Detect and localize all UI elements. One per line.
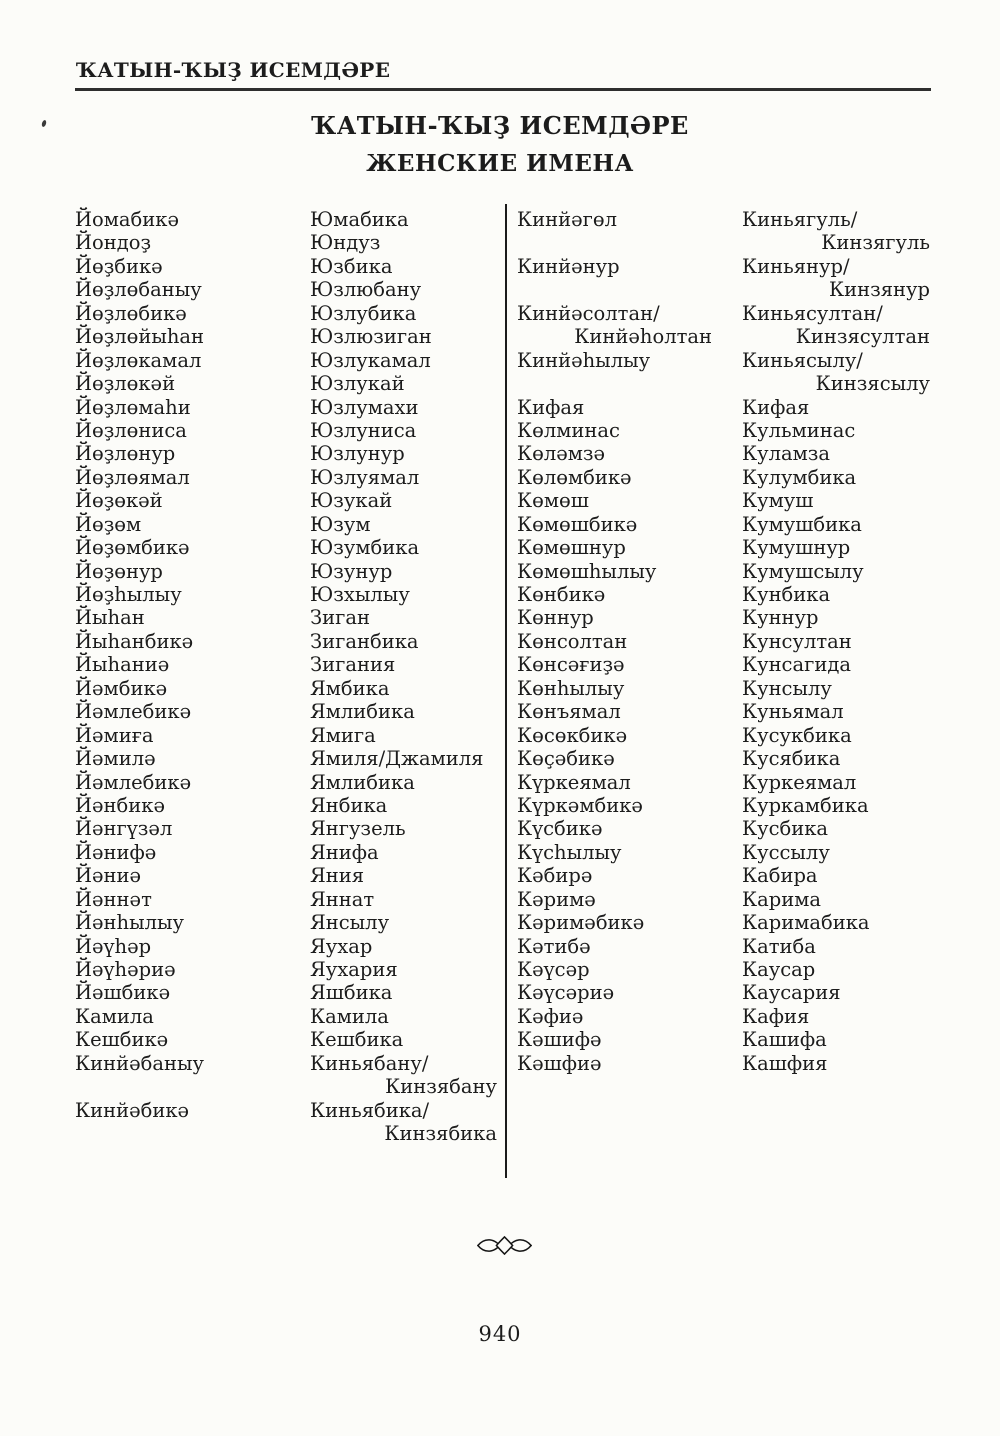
name-row — [517, 888, 930, 911]
name-row — [517, 935, 930, 958]
bashkir-name: Кинйәһолтан — [574, 325, 712, 349]
name-row — [517, 489, 930, 512]
russian-name: Ямлибика — [310, 700, 415, 724]
bashkir-name — [75, 1075, 310, 1098]
russian-name: Кинзясылу — [815, 372, 930, 396]
name-row — [517, 981, 930, 1004]
russian-name: Янбика — [310, 793, 388, 817]
bashkir-name: Йөҙөкәй — [75, 489, 163, 513]
name-row — [517, 700, 930, 723]
bashkir-name: Йөҙлөбаныу — [75, 278, 202, 302]
bashkir-name: Йөҙһылыу — [75, 583, 182, 606]
bashkir-name: Йәнифә — [75, 840, 157, 864]
bashkir-name: Йөҙөм — [75, 512, 142, 536]
bashkir-name: Көнбикә — [517, 583, 606, 606]
name-row — [75, 771, 497, 794]
name-row — [517, 513, 930, 536]
bashkir-name: Йәшбикә — [75, 981, 171, 1005]
russian-name: Юзлуниса — [310, 418, 417, 442]
bashkir-name: Камила — [75, 1004, 154, 1028]
bashkir-name: Кинйәбикә — [75, 1098, 190, 1122]
russian-name: Юзлукай — [310, 372, 405, 396]
russian-name: Юндуз — [310, 231, 381, 255]
bashkir-name: Күсбикә — [517, 817, 603, 841]
russian-name: Яухар — [310, 934, 373, 958]
name-row — [75, 442, 497, 465]
russian-name: Кинзясултан — [795, 325, 930, 349]
russian-name: Кулумбика — [742, 465, 857, 489]
bashkir-name: Йәмиға — [75, 723, 154, 747]
bashkir-name: Кәримәбикә — [517, 911, 645, 935]
name-row — [75, 396, 497, 419]
name-row — [517, 396, 930, 419]
russian-name: Кунсылу — [742, 676, 832, 700]
bashkir-name: Йәүһәр — [75, 934, 152, 958]
name-row — [75, 560, 497, 583]
russian-name: Кумушбика — [742, 512, 862, 536]
bashkir-name: Кинйәнур — [517, 254, 620, 278]
russian-name: Юзумбика — [310, 536, 420, 560]
bashkir-name: Йыһан — [75, 606, 145, 630]
bashkir-name — [517, 372, 742, 395]
russian-name: Юзлунур — [310, 442, 405, 466]
name-row — [517, 841, 930, 864]
russian-name: Кабира — [742, 864, 818, 888]
bashkir-name — [517, 278, 742, 301]
bashkir-name: Йөҙлөйыһан — [75, 325, 205, 349]
russian-name: Зиган — [310, 606, 370, 630]
name-row — [517, 560, 930, 583]
bashkir-name: Көнъямал — [517, 700, 621, 724]
name-row — [517, 419, 930, 442]
russian-name: Катиба — [742, 934, 816, 958]
name-row — [517, 1005, 930, 1028]
russian-name: Куньямал — [742, 700, 844, 724]
name-row — [75, 677, 497, 700]
bashkir-name — [75, 1122, 310, 1145]
russian-name: Зиганбика — [310, 629, 419, 653]
name-row — [75, 255, 497, 278]
page-title-bashkir: ҠАТЫН-ҠЫҘ ИСЕМДӘРЕ — [311, 111, 689, 140]
name-row — [75, 278, 497, 301]
russian-name: Каримабика — [742, 911, 870, 935]
russian-name: Яннат — [310, 887, 375, 911]
bashkir-name: Көмөшһылыу — [517, 559, 657, 583]
russian-name: Кашфия — [742, 1051, 828, 1075]
running-head: ҠАТЫН-ҠЫҘ ИСЕМДӘРЕ — [76, 58, 391, 82]
name-row — [75, 372, 497, 395]
russian-name: Кафия — [742, 1004, 810, 1028]
name-row — [517, 442, 930, 465]
russian-name: Кумушсылу — [742, 559, 864, 583]
russian-name: Киньясылу/ — [742, 348, 863, 372]
bashkir-name: Йәнбикә — [75, 793, 166, 817]
name-row — [75, 583, 497, 606]
bashkir-name: Күркәмбикә — [517, 793, 643, 817]
bashkir-name: Йөҙлөкәй — [75, 372, 176, 396]
name-row — [517, 771, 930, 794]
name-row — [517, 1052, 930, 1075]
russian-name: Куссылу — [742, 840, 830, 864]
name-list-right-pair — [517, 208, 930, 1075]
name-row — [517, 630, 930, 653]
bashkir-name: Йәмлебикә — [75, 700, 192, 724]
russian-name: Янсылу — [310, 911, 390, 935]
bashkir-name: Йыһаниә — [75, 653, 170, 677]
name-row — [517, 349, 930, 372]
name-row — [517, 958, 930, 981]
russian-name: Юзлукамал — [310, 348, 431, 372]
russian-name: Юзум — [310, 512, 371, 536]
russian-name: Куннур — [742, 606, 819, 630]
name-row — [75, 231, 497, 254]
russian-name: Кашифа — [742, 1028, 827, 1052]
name-row — [75, 981, 497, 1004]
russian-name: Киньянур/ — [742, 254, 850, 278]
bashkir-name: Кинйәбаныу — [75, 1051, 204, 1075]
name-row — [75, 1099, 497, 1122]
bashkir-name: Күркеямал — [517, 770, 631, 794]
russian-name: Юмабика — [310, 208, 409, 231]
name-list-left-pair — [75, 208, 497, 1146]
bashkir-name: Йөҙлөнур — [75, 442, 176, 466]
russian-name: Киньягуль/ — [742, 208, 858, 231]
name-row — [517, 794, 930, 817]
bashkir-name: Кәбирә — [517, 864, 593, 888]
bashkir-name: Йөҙөнур — [75, 559, 163, 583]
name-row — [75, 1028, 497, 1051]
russian-name: Яния — [310, 864, 365, 888]
bashkir-name: Кәшфиә — [517, 1051, 602, 1075]
russian-name: Кинзябану — [385, 1075, 497, 1099]
bashkir-name: Йәүһәриә — [75, 958, 176, 981]
bashkir-name: Кәтибә — [517, 934, 591, 958]
bashkir-name: Йомабикә — [75, 208, 180, 231]
page-title-russian: ЖЕНСКИЕ ИМЕНА — [366, 150, 634, 177]
bashkir-name: Кәфиә — [517, 1004, 584, 1028]
bashkir-name: Кинйәсолтан/ — [517, 301, 660, 325]
name-row — [75, 700, 497, 723]
bashkir-name: Йәннәт — [75, 887, 152, 911]
name-row — [75, 630, 497, 653]
name-row — [517, 911, 930, 934]
russian-name: Киньябика/ — [310, 1098, 430, 1122]
name-row — [75, 653, 497, 676]
name-row — [75, 208, 497, 231]
russian-name: Ямига — [310, 723, 376, 747]
name-row — [75, 419, 497, 442]
name-row — [75, 1052, 497, 1075]
name-row — [517, 255, 930, 278]
bashkir-name: Йыһанбикә — [75, 629, 194, 653]
bashkir-name: Йөҙлөмаһи — [75, 395, 191, 419]
russian-name: Куркамбика — [742, 793, 869, 817]
russian-name: Кусукбика — [742, 723, 852, 747]
name-row — [517, 302, 930, 325]
bashkir-name: Кәримә — [517, 887, 596, 911]
russian-name: Камила — [310, 1004, 389, 1028]
russian-name: Кумушнур — [742, 536, 851, 560]
name-row — [75, 513, 497, 536]
name-row — [517, 231, 930, 254]
russian-name: Зигания — [310, 653, 396, 677]
name-row — [517, 1028, 930, 1051]
bashkir-name: Йөҙбикә — [75, 254, 163, 278]
name-row — [517, 817, 930, 840]
name-row — [75, 1122, 497, 1145]
bashkir-name: Йәнһылыу — [75, 911, 185, 935]
russian-name: Кифая — [742, 395, 810, 419]
bashkir-name: Йөҙлөкамал — [75, 348, 202, 372]
name-row — [517, 583, 930, 606]
russian-name: Юзлуямал — [310, 465, 420, 489]
name-row — [517, 864, 930, 887]
bashkir-name: Йөҙөмбикә — [75, 536, 190, 560]
russian-name: Кумуш — [742, 489, 814, 513]
name-row — [75, 817, 497, 840]
russian-name: Киньябану/ — [310, 1051, 429, 1075]
russian-name: Кинзянур — [829, 278, 930, 302]
russian-name: Юзлюбану — [310, 278, 422, 302]
bashkir-name: Көмөшбикә — [517, 512, 638, 536]
russian-name: Карима — [742, 887, 821, 911]
russian-name: Кульминас — [742, 418, 856, 442]
russian-name: Кинзябика — [384, 1122, 497, 1146]
russian-name: Ямбика — [310, 676, 390, 700]
russian-name: Яшбика — [310, 981, 393, 1005]
russian-name: Кунбика — [742, 583, 831, 606]
name-row — [517, 747, 930, 770]
russian-name: Кунсагида — [742, 653, 851, 677]
russian-name: Киньясултан/ — [742, 301, 883, 325]
bashkir-name — [517, 231, 742, 254]
name-row — [517, 372, 930, 395]
name-row — [75, 794, 497, 817]
bashkir-name: Йөҙлөбикә — [75, 301, 187, 325]
name-row — [75, 888, 497, 911]
name-row — [75, 1005, 497, 1028]
name-row — [75, 864, 497, 887]
bashkir-name: Йондоҙ — [75, 231, 151, 255]
russian-name: Юзлубика — [310, 301, 417, 325]
name-row — [75, 349, 497, 372]
bashkir-name: Кинйәһылыу — [517, 348, 651, 372]
russian-name: Каусар — [742, 958, 816, 981]
name-row — [75, 841, 497, 864]
name-row — [75, 958, 497, 981]
column-divider-rule — [505, 204, 507, 1178]
bashkir-name: Кинйәгөл — [517, 208, 617, 231]
russian-name: Каусария — [742, 981, 841, 1005]
name-row — [75, 911, 497, 934]
bashkir-name: Көнсолтан — [517, 629, 628, 653]
page-number: 940 — [478, 1322, 522, 1346]
russian-name: Юзукай — [310, 489, 393, 513]
russian-name: Кунсултан — [742, 629, 852, 653]
name-row — [517, 606, 930, 629]
bashkir-name: Йәмбикә — [75, 676, 168, 700]
bashkir-name: Йәмилә — [75, 747, 156, 771]
bashkir-name: Кешбикә — [75, 1028, 169, 1052]
russian-name: Кешбика — [310, 1028, 404, 1052]
bashkir-name: Көннур — [517, 606, 594, 630]
name-row — [75, 466, 497, 489]
name-row — [75, 302, 497, 325]
bashkir-name: Йөҙлөямал — [75, 465, 190, 489]
bashkir-name: Көҫәбикә — [517, 747, 615, 771]
name-row — [75, 325, 497, 348]
header-rule — [75, 88, 931, 91]
bashkir-name: Көмөшнур — [517, 536, 626, 560]
name-row — [75, 536, 497, 559]
name-row — [75, 724, 497, 747]
bashkir-name: Көлминас — [517, 418, 620, 442]
bashkir-name: Йөҙлөниса — [75, 418, 187, 442]
name-row — [75, 747, 497, 770]
bashkir-name: Кәшифә — [517, 1028, 602, 1052]
name-row — [517, 325, 930, 348]
russian-name: Юзлюзиган — [310, 325, 432, 349]
bashkir-name: Көнһылыу — [517, 676, 625, 700]
russian-name: Юзхылыу — [310, 583, 410, 606]
russian-name: Ямлибика — [310, 770, 415, 794]
russian-name: Янгузель — [310, 817, 406, 841]
bashkir-name: Көләмзә — [517, 442, 606, 466]
name-row — [517, 653, 930, 676]
name-row — [517, 724, 930, 747]
russian-name: Янифа — [310, 840, 379, 864]
name-row — [517, 278, 930, 301]
bashkir-name: Кәүсәриә — [517, 981, 615, 1005]
russian-name: Кинзягуль — [821, 231, 930, 255]
russian-name: Юзунур — [310, 559, 393, 583]
russian-name: Юзлумахи — [310, 395, 419, 419]
fleuron-ornament-icon — [476, 1233, 533, 1258]
name-row — [75, 489, 497, 512]
russian-name: Кусябика — [742, 747, 841, 771]
russian-name: Кусбика — [742, 817, 829, 841]
bashkir-name: Көнсәғиҙә — [517, 653, 625, 677]
name-row — [517, 536, 930, 559]
name-row — [75, 1075, 497, 1098]
bashkir-name: Кәүсәр — [517, 958, 590, 981]
bashkir-name: Көмөш — [517, 489, 589, 513]
bashkir-name: Күсһылыу — [517, 840, 622, 864]
bashkir-name: Көсөкбикә — [517, 723, 628, 747]
russian-name: Куркеямал — [742, 770, 857, 794]
name-row — [75, 935, 497, 958]
russian-name: Ямиля/Джамиля — [310, 747, 484, 771]
name-row — [517, 208, 930, 231]
bashkir-name: Йәнгүзәл — [75, 817, 173, 841]
russian-name: Куламза — [742, 442, 831, 466]
name-row — [517, 677, 930, 700]
name-row — [517, 466, 930, 489]
bashkir-name: Йәмлебикә — [75, 770, 192, 794]
russian-name: Юзбика — [310, 254, 393, 278]
bashkir-name: Кифая — [517, 395, 585, 419]
russian-name: Яухария — [310, 958, 398, 981]
name-row — [75, 606, 497, 629]
bashkir-name: Йәниә — [75, 864, 142, 888]
bashkir-name: Көлөмбикә — [517, 465, 632, 489]
